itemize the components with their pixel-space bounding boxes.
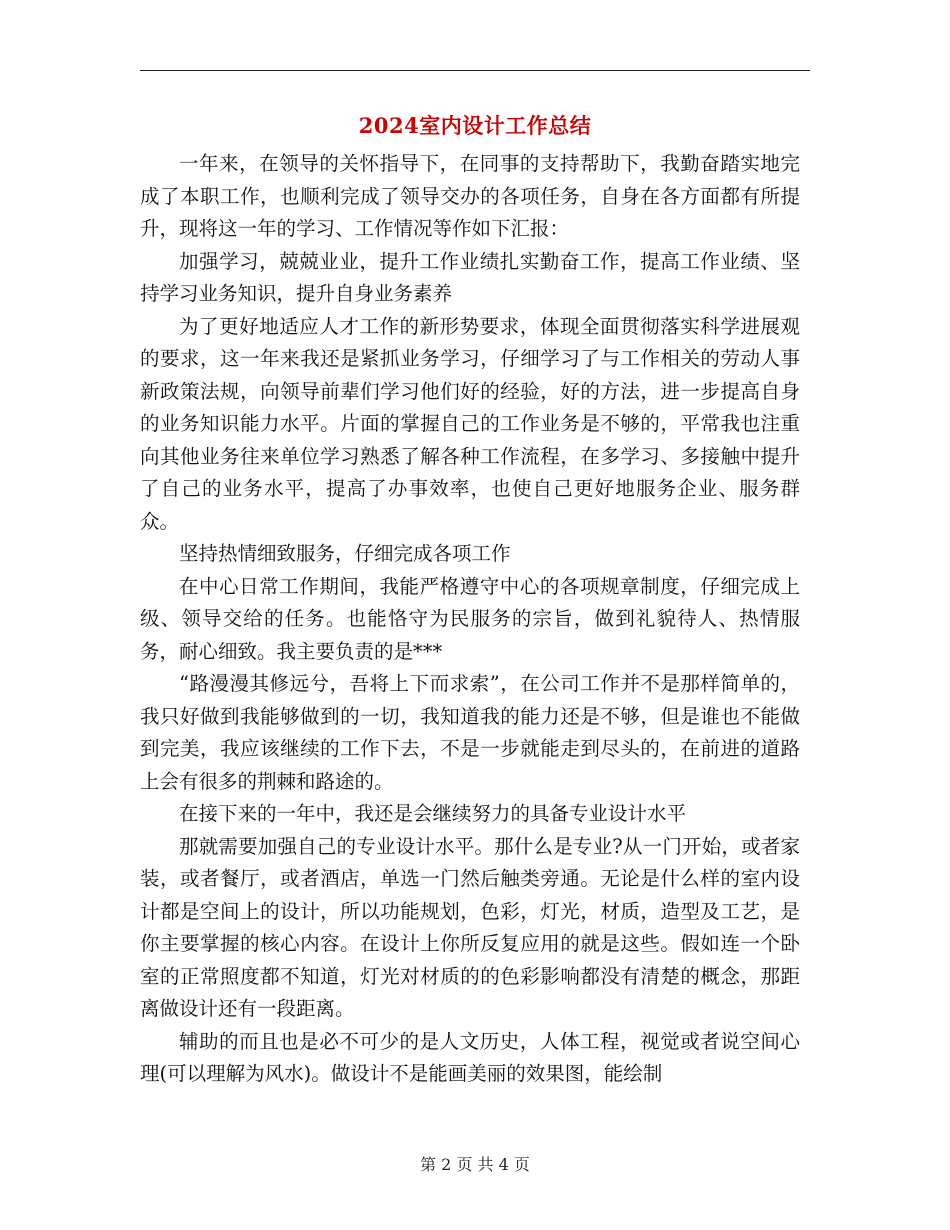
- paragraph-heading-service: 坚持热情细致服务，仔细完成各项工作: [179, 542, 511, 565]
- header-rule: [140, 70, 810, 71]
- page-footer: 第 2 页 共 4 页: [420, 1155, 530, 1174]
- paragraph-intro: 一年来，在领导的关怀指导下，在同事的支持帮助下，我勤奋踏实地完成了本职工作，也顺利完成了领导交办的各项任务，自身在各方面都有所提升，现将这一年的学习、工作情况等作如下汇报：: [140, 152, 800, 240]
- paragraph-auxiliary: 辅助的而且也是必不可少的是人文历史，人体工程，视觉或者说空间心理(可以理解为风水)。做设计不是能画美丽的效果图，能绘制: [140, 1029, 800, 1085]
- paragraph-study: 为了更好地适应人才工作的新形势要求，体现全面贯彻落实科学进展观的要求，这一年来我还是紧抓业务学习，仔细学习了与工作相关的劳动人事新政策法规，向领导前辈们学习他们好的经验，好的方法，进一步提高自身的业务知识能力水平。片面的掌握自己的工作业务是不够的，平常我也注重向其他业务往来单位学习熟悉了解各种工作流程，在多学习、多接触中提升了自己的业务水平，提高了办事效率，也使自己更好地服务企业、服务群众。: [140, 314, 800, 533]
- paragraph-heading-next-year: 在接下来的一年中，我还是会继续努力的具备专业设计水平: [179, 802, 687, 825]
- document-title: 2024室内设计工作总结: [358, 113, 592, 138]
- paragraph-heading-study: 加强学习，兢兢业业，提升工作业绩扎实勤奋工作，提高工作业绩、坚持学习业务知识，提升自身业务素养: [140, 249, 800, 305]
- paragraph-quote: “路漫漫其修远兮，吾将上下而求索”，在公司工作并不是那样简单的，我只好做到我能够做到的一切，我知道我的能力还是不够，但是谁也不能做到完美，我应该继续的工作下去，不是一步就能走到尽头的，在前进的道路上会有很多的荆棘和路途的。: [140, 672, 800, 793]
- paragraph-professional: 那就需要加强自己的专业设计水平。那什么是专业?从一门开始，或者家装，或者餐厅，或者酒店，单选一门然后触类旁通。无论是什么样的室内设计都是空间上的设计，所以功能规划，色彩，灯光，材质，造型及工艺，是你主要掌握的核心内容。在设计上你所反复应用的就是这些。假如连一个卧室的正常照度都不知道，灯光对材质的的色彩影响都没有清楚的概念，那距离做设计还有一段距离。: [140, 834, 800, 1020]
- paragraph-service: 在中心日常工作期间，我能严格遵守中心的各项规章制度，仔细完成上级、领导交给的任务。也能恪守为民服务的宗旨，做到礼貌待人、热情服务，耐心细致。我主要负责的是***: [140, 574, 800, 663]
- document-body: [140, 148, 800, 1091]
